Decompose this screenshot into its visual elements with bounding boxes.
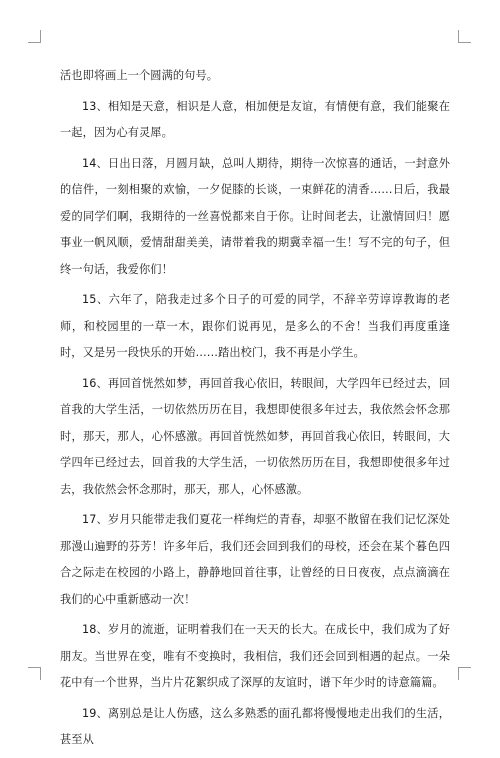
paragraph-18: 18、岁月的流逝，证明着我们在一天天的长大。在成长中，我们成为了好朋友。当世界在变，唯有不变换时，我相信，我们还会回到相遇的起点。一朵花中有一个世界，当片片花絮织成了深厚的友谊时，谱下年少时的诗意篇篇。	[60, 623, 450, 689]
paragraph-16: 16、再回首恍然如梦，再回首我心依旧，转眼间，大学四年已经过去，回首我的大学生活，一切依然历历在目，我想即使很多年过去，我依然会怀念那时，那天，那人，心怀感激。再回首恍然如梦，再回首我心依旧，转眼间，大学四年已经过去，回首我的大学生活，一切依然历历在目，我想即使很多年过去，我依然会怀念那时，那天，那人，心怀感激。	[60, 376, 450, 496]
document-body	[60, 63, 450, 758]
crop-mark-bottom-left	[28, 667, 41, 680]
paragraph-14: 14、日出日落，月圆月缺，总叫人期待，期待一次惊喜的通话，一封意外的信件，一刻相聚的欢愉，一夕促膝的长谈，一束鲜花的清香……日后，我最爱的同学们啊，我期待的一丝喜悦都来自于你。让时间老去，让激情回归！愿事业一帆风顺，爱情甜甜美美，请带着我的期冀幸福一生！写不完的句子，但终一句话，我爱你们！	[60, 156, 450, 276]
paragraph-19: 19、离别总是让人伤感，这么多熟悉的面孔都将慢慢地走出我们的生活，甚至从	[60, 706, 450, 746]
crop-mark-top-right	[458, 30, 471, 43]
paragraph-continuation: 活也即将画上一个圆满的句号。	[60, 69, 219, 82]
paragraph-13: 13、相知是天意，相识是人意，相加便是友谊，有情便有意，我们能聚在一起，因为心有灵犀。	[60, 99, 450, 139]
crop-mark-top-left	[28, 30, 41, 43]
crop-mark-bottom-right	[458, 667, 471, 680]
paragraph-17: 17、岁月只能带走我们夏花一样绚烂的青春，却驱不散留在我们记忆深处那漫山遍野的芬芳！许多年后，我们还会回到我们的母校，还会在某个暮色四合之际走在校园的小路上，静静地回首往事，让曾经的日日夜夜，点点滴滴在我们的心中重新感动一次！	[60, 513, 450, 606]
paragraph-15: 15、六年了，陪我走过多个日子的可爱的同学，不辞辛劳谆谆教诲的老师，和校园里的一草一木，跟你们说再见，是多么的不舍！当我们再度重逢时，又是另一段快乐的开始……踏出校门，我不再是小学生。	[60, 293, 450, 359]
